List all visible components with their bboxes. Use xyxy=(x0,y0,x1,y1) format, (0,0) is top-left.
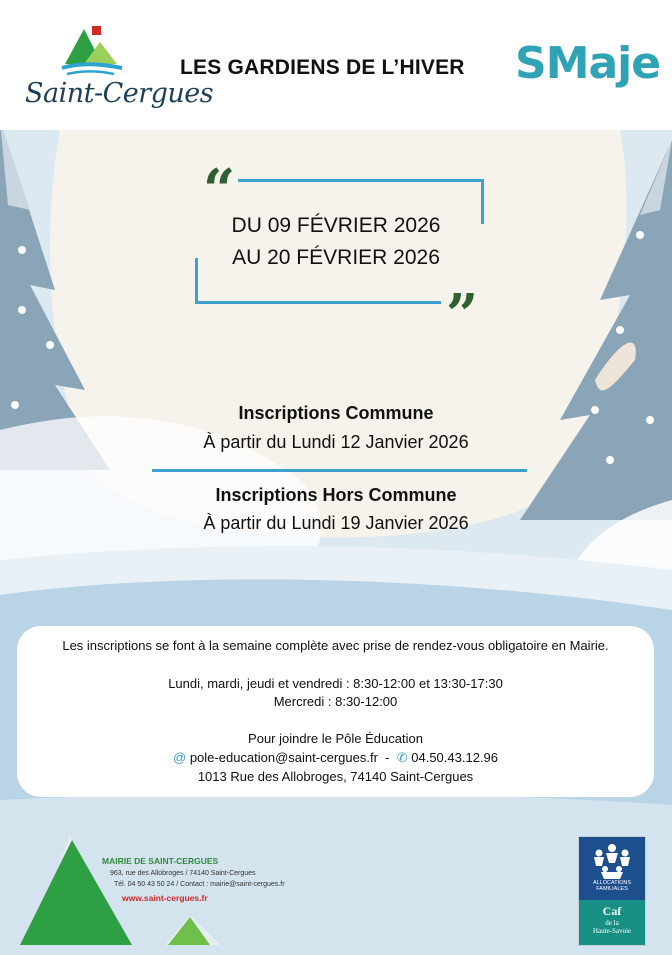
hours-weekdays: Lundi, mardi, jeudi et vendredi : 8:30-12:00 et 13:30-17:30 xyxy=(168,676,503,691)
phone-icon: ✆ xyxy=(396,750,408,765)
footer-org-name: MAIRIE DE SAINT-CERGUES xyxy=(102,856,219,866)
footer-address: 963, rue des Allobroges / 74140 Saint-Cergues xyxy=(110,870,256,877)
registration-divider xyxy=(152,469,527,472)
event-title: LES GARDIENS DE L’HIVER xyxy=(180,56,465,79)
caf-logo-top xyxy=(579,837,645,900)
footer-contact: Tél. 04 50 43 50 24 / Contact : mairie@saint-cergues.fr xyxy=(114,881,285,888)
contact-line xyxy=(17,750,654,766)
registration-date-commune: À partir du Lundi 12 Janvier 2026 xyxy=(203,432,469,452)
caf-region: de la Haute-Savoie xyxy=(592,919,632,935)
caf-alloc-text: ALLOCATIONS FAMILIALES xyxy=(592,880,632,892)
contact-heading: Pour joindre le Pôle Éducation xyxy=(248,731,423,746)
phone-link[interactable]: 04.50.43.12.96 xyxy=(411,750,498,765)
address-line: 1013 Rue des Allobroges, 74140 Saint-Cergues xyxy=(197,769,474,784)
registration-title-commune: Inscriptions Commune xyxy=(238,403,434,423)
logo-text: Saint-Cergues xyxy=(25,78,214,109)
email-link[interactable]: pole-education@saint-cergues.fr xyxy=(189,750,378,765)
family-figures-icon xyxy=(579,839,645,881)
open-quote-icon: “ xyxy=(203,157,236,223)
smaje-logo: SMaje xyxy=(515,38,661,89)
frame-bottom-line xyxy=(195,301,441,304)
at-icon: @ xyxy=(173,750,187,765)
close-quote-icon: ” xyxy=(446,282,479,348)
footer-website-link[interactable]: www.saint-cergues.fr xyxy=(122,893,208,903)
contact-separator: - xyxy=(385,750,390,765)
registration-title-hors-commune: Inscriptions Hors Commune xyxy=(215,485,457,505)
caf-name: Caf xyxy=(602,904,622,918)
frame-top-line xyxy=(238,179,484,182)
registration-date-hors-commune: À partir du Lundi 19 Janvier 2026 xyxy=(203,513,469,533)
info-intro: Les inscriptions se font à la semaine complète avec prise de rendez-vous obligatoire en Mairie. xyxy=(62,638,609,653)
caf-logo xyxy=(578,836,646,946)
info-card xyxy=(17,626,654,797)
date-start: DU 09 FÉVRIER 2026 xyxy=(231,214,441,237)
hours-wednesday: Mercredi : 8:30-12:00 xyxy=(273,694,398,709)
date-end: AU 20 FÉVRIER 2026 xyxy=(232,246,440,269)
